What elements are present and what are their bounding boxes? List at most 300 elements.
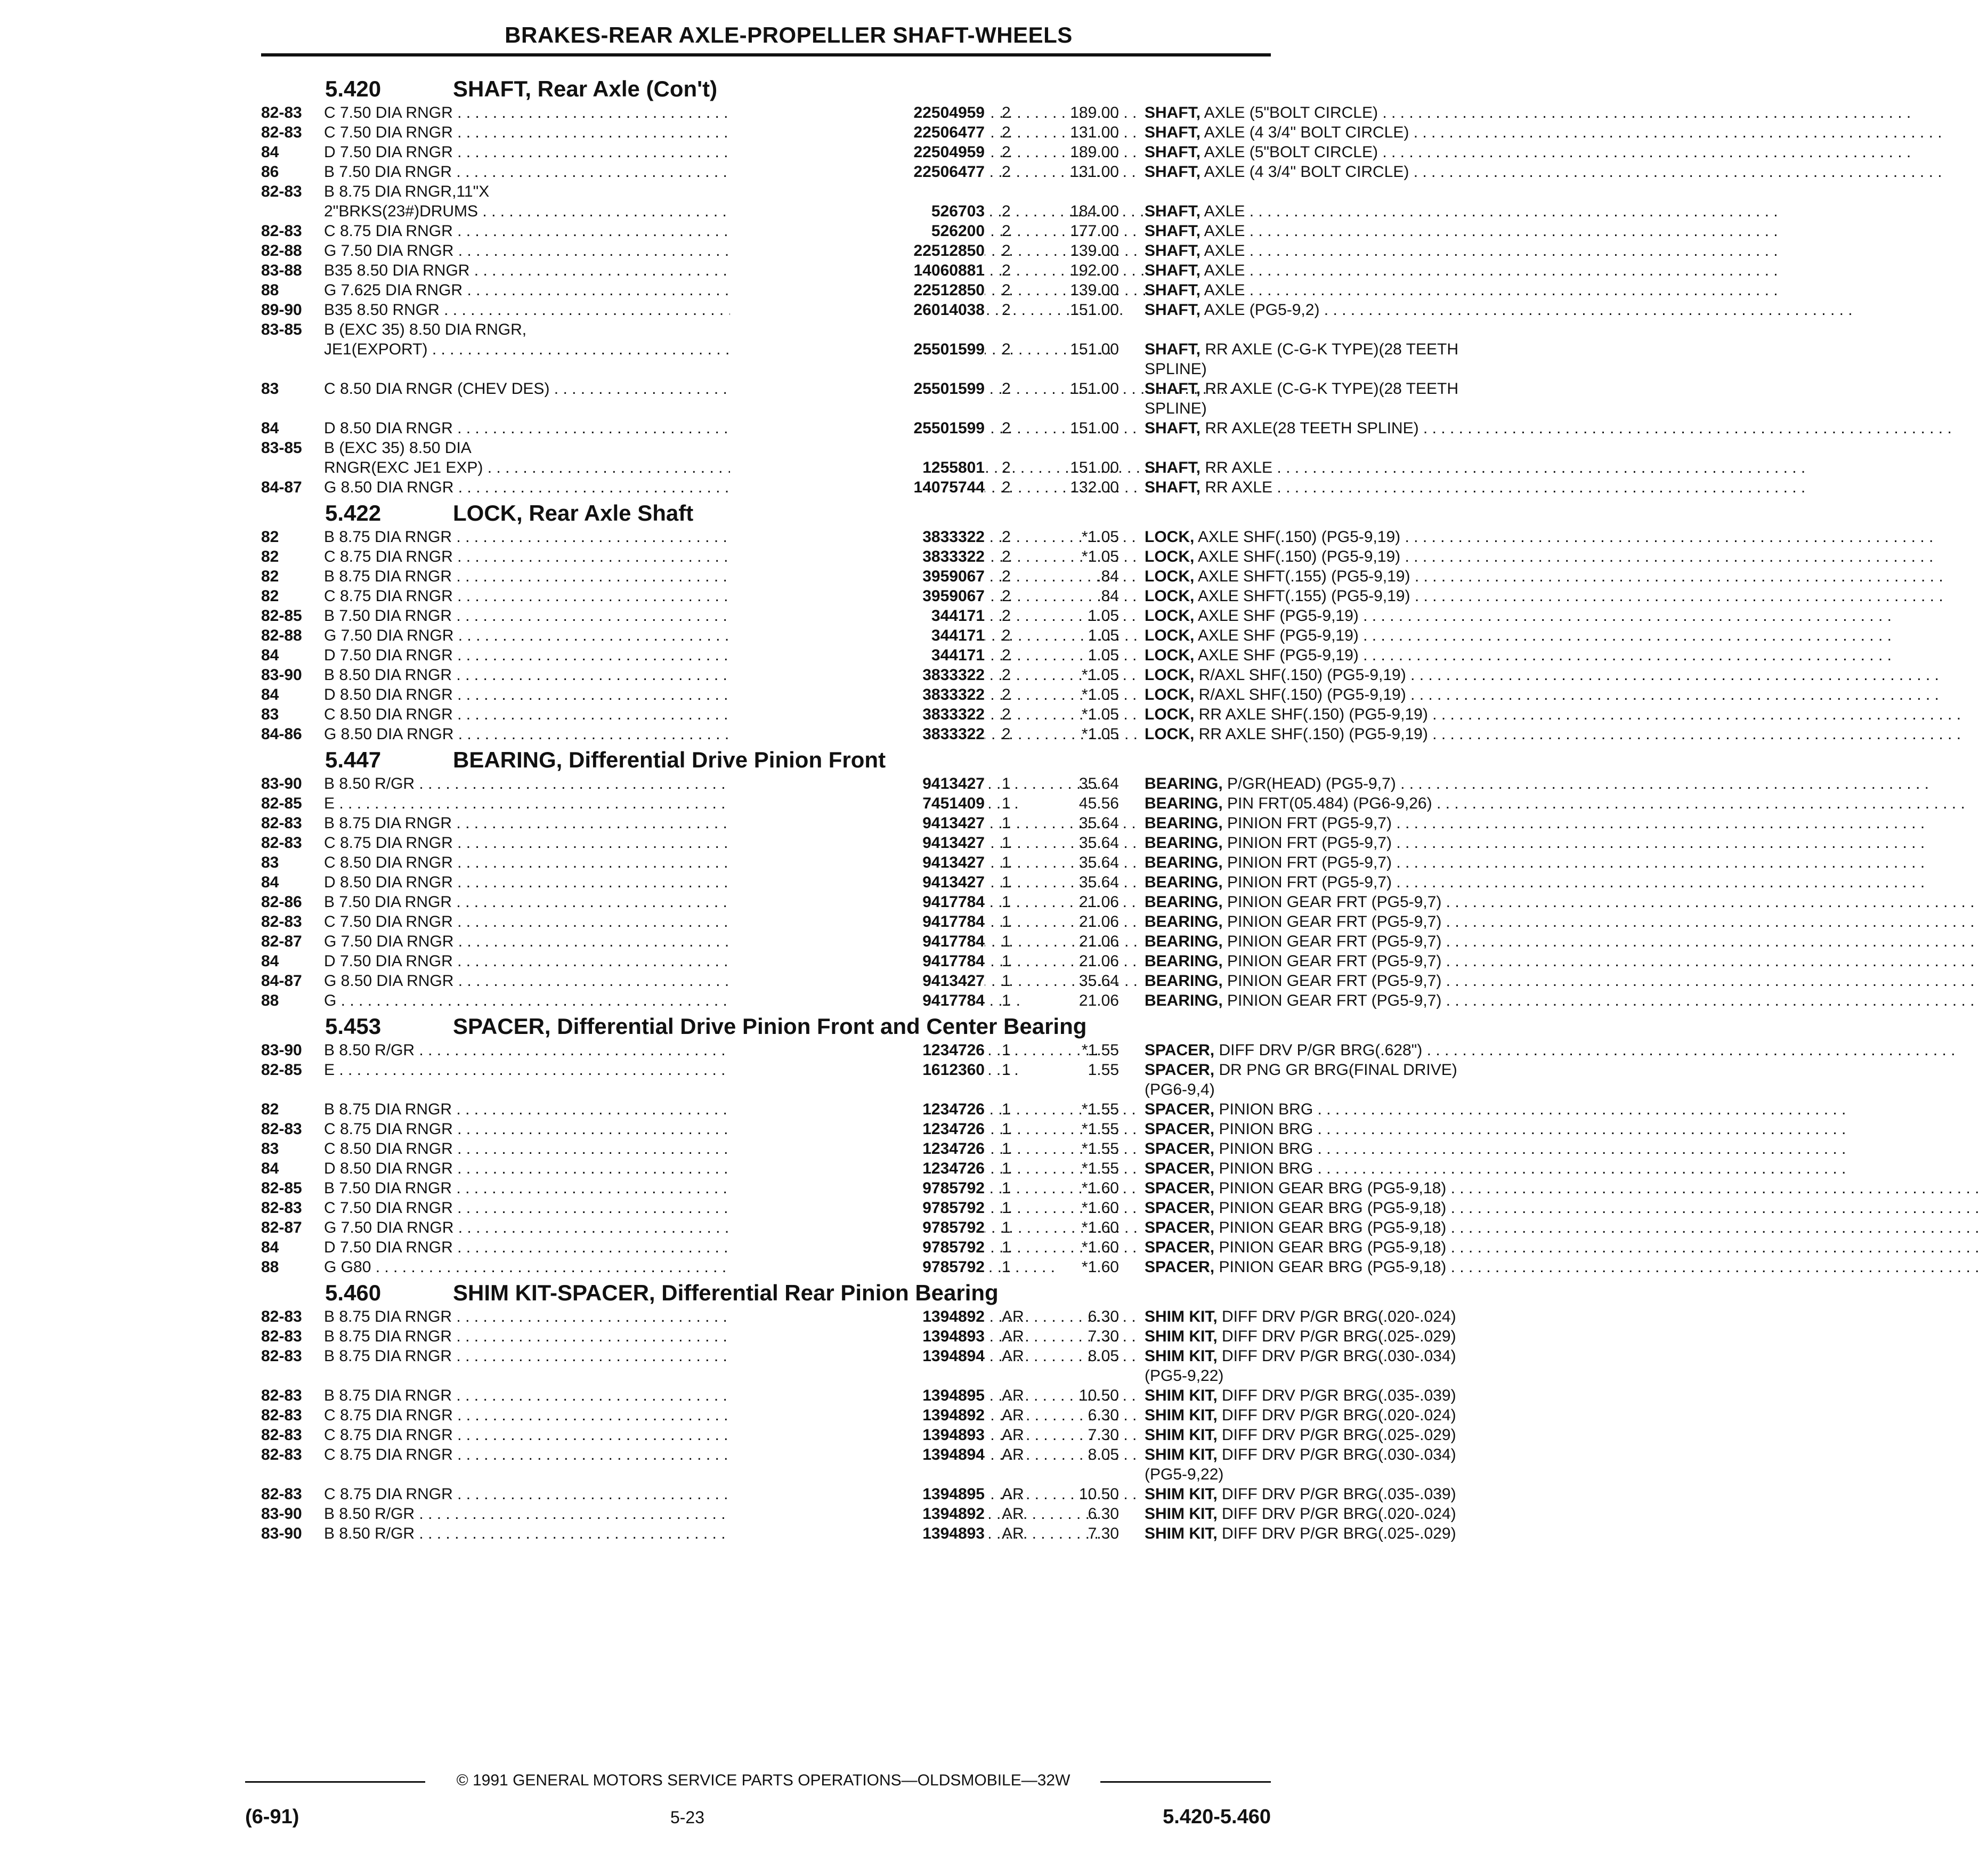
- model-year: 83-90: [261, 1041, 302, 1059]
- application-desc: G 8.50 DIA RNGR . . .: [324, 724, 825, 744]
- model-year: 84: [261, 686, 279, 704]
- part-name: [1145, 1139, 1523, 1159]
- application-desc: C 8.50 DIA RNGR (CHEV DES) . . .: [324, 379, 825, 399]
- model-year: 82-83: [261, 1328, 302, 1345]
- part-name-detail: PINION GEAR FRT (PG5-9,7): [1222, 992, 1442, 1009]
- quantity: AR: [1002, 1426, 1024, 1444]
- model-year: 82-85: [261, 1061, 302, 1079]
- price: 6.30: [1088, 1406, 1119, 1424]
- part-number: 3833322: [730, 724, 985, 744]
- application-desc: C 8.75 DIA RNGR . . .: [324, 1425, 825, 1445]
- part-name-keyword: SHAFT,: [1145, 459, 1201, 476]
- model-year: 82-87: [261, 933, 302, 950]
- price: 7.30: [1088, 1525, 1119, 1542]
- table-row: [261, 665, 1406, 685]
- part-name-detail: AXLE (5"BOLT CIRCLE): [1201, 104, 1378, 122]
- part-name-keyword: BEARING,: [1145, 913, 1223, 931]
- table-row: [261, 991, 1442, 1010]
- part-name-detail: PINION GEAR BRG (PG5-9,18): [1214, 1199, 1447, 1217]
- page-title: BRAKES-REAR AXLE-PROPELLER SHAFT-WHEELS: [505, 22, 1073, 47]
- part-name-detail: PINION BRG: [1214, 1120, 1313, 1138]
- model-year: 83: [261, 706, 279, 723]
- part-name-keyword: BEARING,: [1145, 834, 1223, 852]
- part-name-keyword: SHIM KIT,: [1145, 1328, 1218, 1345]
- part-number: 1234726: [730, 1119, 985, 1139]
- quantity: 1: [1002, 1219, 1011, 1236]
- table-row: [261, 547, 1401, 567]
- price: 35.64: [1078, 972, 1119, 990]
- model-year: 82-85: [261, 795, 302, 812]
- part-name-detail: R/AXL SHF(.150) (PG5-9,19): [1194, 666, 1406, 684]
- application-desc: B35 8.50 DIA RNGR . . .: [324, 261, 825, 280]
- part-number: 22504959: [730, 142, 985, 162]
- quantity: 1: [1002, 1258, 1011, 1276]
- part-name-detail: PIN FRT(05.484) (PG6-9,26): [1222, 795, 1432, 812]
- part-number: 9417784: [730, 892, 985, 912]
- part-name-detail: (PG5-9,22): [1145, 1466, 1224, 1483]
- price: *1.55: [1081, 1120, 1119, 1138]
- part-name-keyword: SHIM KIT,: [1145, 1505, 1218, 1523]
- section-number: 5.453: [325, 1014, 382, 1039]
- table-row: [261, 438, 1274, 458]
- price: 139.00: [1070, 281, 1119, 299]
- price: *1.05: [1081, 686, 1119, 704]
- application-desc: E . . .: [324, 794, 825, 813]
- table-row: [261, 527, 1401, 547]
- part-name: [1145, 221, 1523, 241]
- part-name: [1145, 123, 1523, 142]
- application-desc: B 7.50 DIA RNGR . . .: [324, 892, 825, 912]
- quantity: 1: [1002, 1199, 1011, 1217]
- application-desc: B 7.50 DIA RNGR . . .: [324, 606, 825, 626]
- table-row: [261, 1346, 1456, 1366]
- application-desc: G 7.625 DIA RNGR . . .: [324, 280, 825, 300]
- part-name: [1145, 1307, 1523, 1327]
- price: *1.05: [1081, 548, 1119, 565]
- part-name: [1145, 359, 1523, 379]
- application-desc: C 8.75 DIA RNGR . . .: [324, 1445, 825, 1465]
- table-row: [261, 626, 1359, 645]
- part-name-keyword: SHAFT,: [1145, 222, 1201, 240]
- part-name-detail: AXLE (4 3/4" BOLT CIRCLE): [1201, 163, 1409, 181]
- price: 45.56: [1078, 795, 1119, 812]
- price: 7.30: [1088, 1426, 1119, 1444]
- application-desc: B 7.50 DIA RNGR . . .: [324, 162, 825, 182]
- part-name: [1145, 1119, 1523, 1139]
- part-number: 1394893: [730, 1524, 985, 1543]
- model-year: 82-83: [261, 1387, 302, 1404]
- quantity: 1: [1002, 834, 1011, 852]
- model-year: 83-85: [261, 321, 302, 338]
- part-number: 7451409: [730, 794, 985, 813]
- section-title: SHIM KIT-SPACER, Differential Rear Pinion Bearing: [453, 1280, 999, 1305]
- part-name-detail: PINION BRG: [1214, 1101, 1313, 1118]
- quantity: 2: [1002, 479, 1011, 496]
- table-row: [261, 705, 1428, 724]
- part-name-detail: RR AXLE SHF(.150) (PG5-9,19): [1194, 725, 1428, 743]
- part-name-detail: AXLE SHFT(.155) (PG5-9,19): [1194, 587, 1410, 605]
- quantity: AR: [1002, 1525, 1024, 1542]
- part-number: 1234726: [730, 1139, 985, 1159]
- part-name: [1145, 1465, 1523, 1484]
- quantity: 2: [1002, 706, 1011, 723]
- part-name: [1145, 912, 1523, 932]
- part-number: 26014038: [730, 300, 985, 320]
- part-name-detail: PINION FRT (PG5-9,7): [1222, 834, 1392, 852]
- quantity: 2: [1002, 262, 1011, 279]
- table-row: [261, 359, 1274, 379]
- table-row: [261, 1465, 1274, 1484]
- price: 132.00: [1070, 479, 1119, 496]
- part-name: [1145, 1484, 1523, 1504]
- quantity: AR: [1002, 1308, 1024, 1325]
- model-year: 83: [261, 1140, 279, 1158]
- model-year: 84-87: [261, 479, 302, 496]
- price: *1.55: [1081, 1101, 1119, 1118]
- part-number: 22504959: [730, 103, 985, 123]
- quantity: AR: [1002, 1485, 1024, 1503]
- model-year: 88: [261, 281, 279, 299]
- quantity: 2: [1002, 242, 1011, 260]
- quantity: 2: [1002, 646, 1011, 664]
- part-name-keyword: SPACER,: [1145, 1199, 1215, 1217]
- part-number: 9413427: [730, 774, 985, 794]
- model-year: 84-86: [261, 725, 302, 743]
- application-desc: 2"BRKS(23#)DRUMS . . .: [324, 201, 825, 221]
- quantity: 1: [1002, 874, 1011, 891]
- footer-rule-right: [1100, 1781, 1271, 1783]
- quantity: AR: [1002, 1446, 1024, 1463]
- price: 6.30: [1088, 1308, 1119, 1325]
- part-number: 22512850: [730, 280, 985, 300]
- part-number: 25501599: [730, 339, 985, 359]
- part-name-keyword: SPACER,: [1145, 1140, 1215, 1158]
- price: *1.05: [1081, 528, 1119, 546]
- part-number: 14075744: [730, 478, 985, 497]
- part-number: 1234726: [730, 1040, 985, 1060]
- table-row: [261, 1307, 1456, 1327]
- part-number: 9413427: [730, 853, 985, 872]
- section-title: SPACER, Differential Drive Pinion Front and Center Bearing: [453, 1014, 1087, 1039]
- part-number: 9413427: [730, 833, 985, 853]
- model-year: 84: [261, 646, 279, 664]
- application-desc: B 8.75 DIA RNGR . . .: [324, 1327, 825, 1346]
- part-name-detail: PINION GEAR BRG (PG5-9,18): [1214, 1219, 1447, 1236]
- part-name-detail: PINION BRG: [1214, 1140, 1313, 1158]
- part-name-detail: PINION FRT (PG5-9,7): [1222, 874, 1392, 891]
- quantity: 2: [1002, 459, 1011, 476]
- price: 1.05: [1088, 646, 1119, 664]
- model-year: 82-83: [261, 913, 302, 931]
- table-row: [261, 1060, 1457, 1080]
- part-name: [1145, 1159, 1523, 1178]
- price: 192.00: [1070, 262, 1119, 279]
- section-title: SHAFT, Rear Axle (Con't): [453, 76, 718, 101]
- table-row: [261, 1218, 1447, 1238]
- application-desc: G 7.50 DIA RNGR . . .: [324, 241, 825, 261]
- price: 10.50: [1078, 1387, 1119, 1404]
- price: *1.60: [1081, 1258, 1119, 1276]
- quantity: 1: [1002, 1140, 1011, 1158]
- table-row: [261, 794, 1432, 813]
- part-number: 9785792: [730, 1218, 985, 1238]
- part-name-detail: SPLINE): [1145, 400, 1207, 417]
- part-number: 3959067: [730, 567, 985, 586]
- quantity: 1: [1002, 1120, 1011, 1138]
- application-desc: G G80 . . .: [324, 1257, 825, 1277]
- table-row: [261, 1178, 1447, 1198]
- part-name: [1145, 1504, 1523, 1524]
- part-name-keyword: SHAFT,: [1145, 479, 1201, 496]
- price: 21.06: [1078, 952, 1119, 970]
- table-row: [261, 103, 1378, 123]
- part-name-detail: RR AXLE(28 TEETH SPLINE): [1201, 419, 1419, 437]
- part-name-keyword: BEARING,: [1145, 854, 1223, 871]
- quantity: 1: [1002, 1061, 1011, 1079]
- part-name-keyword: LOCK,: [1145, 587, 1195, 605]
- table-row: [261, 142, 1378, 162]
- model-year: 82-83: [261, 1308, 302, 1325]
- application-desc: B 8.75 DIA RNGR . . .: [324, 1307, 825, 1327]
- table-row: [261, 241, 1274, 261]
- part-name: [1145, 1099, 1523, 1119]
- application-desc: D 7.50 DIA RNGR . . .: [324, 142, 825, 162]
- model-year: 82: [261, 1101, 279, 1118]
- part-name-detail: DR PNG GR BRG(FINAL DRIVE): [1214, 1061, 1457, 1079]
- part-name-keyword: SHAFT,: [1145, 143, 1201, 161]
- part-name: [1145, 685, 1523, 705]
- model-year: 82-83: [261, 814, 302, 832]
- price: 151.00: [1070, 419, 1119, 437]
- quantity: 2: [1002, 528, 1011, 546]
- quantity: 2: [1002, 222, 1011, 240]
- price: 7.30: [1088, 1328, 1119, 1345]
- application-desc: G 8.50 DIA RNGR . . .: [324, 478, 825, 497]
- part-name-keyword: BEARING,: [1145, 952, 1223, 970]
- section-title: BEARING, Differential Drive Pinion Front: [453, 747, 886, 772]
- table-row: [261, 1405, 1456, 1425]
- price: 151.00: [1070, 459, 1119, 476]
- table-row: [261, 123, 1409, 142]
- table-row: [261, 724, 1428, 744]
- price: 10.50: [1078, 1485, 1119, 1503]
- part-name-detail: AXLE: [1201, 242, 1245, 260]
- quantity: 2: [1002, 143, 1011, 161]
- table-row: [261, 1238, 1447, 1257]
- part-name: [1145, 418, 1523, 438]
- table-row: [261, 1425, 1456, 1445]
- part-name-keyword: BEARING,: [1145, 814, 1223, 832]
- part-name-detail: AXLE: [1201, 262, 1245, 279]
- quantity: 2: [1002, 587, 1011, 605]
- part-name-keyword: SHIM KIT,: [1145, 1426, 1218, 1444]
- part-name-keyword: BEARING,: [1145, 893, 1223, 911]
- part-number: 1234726: [730, 1099, 985, 1119]
- part-name-keyword: BEARING,: [1145, 972, 1223, 990]
- part-name-keyword: SHAFT,: [1145, 262, 1201, 279]
- part-name-detail: RR AXLE (C-G-K TYPE)(28 TEETH: [1201, 341, 1458, 358]
- part-name: [1145, 1386, 1523, 1405]
- quantity: 1: [1002, 933, 1011, 950]
- model-year: 84: [261, 952, 279, 970]
- model-year: 83-90: [261, 1525, 302, 1542]
- part-number: 9417784: [730, 932, 985, 951]
- part-number: 3833322: [730, 705, 985, 724]
- part-name: [1145, 379, 1523, 399]
- part-name: [1145, 872, 1523, 892]
- part-name-detail: RR AXLE: [1201, 479, 1273, 496]
- price: 189.00: [1070, 143, 1119, 161]
- part-name: [1145, 665, 1523, 685]
- part-name-keyword: SHAFT,: [1145, 104, 1201, 122]
- part-name-detail: PINION GEAR BRG (PG5-9,18): [1214, 1179, 1447, 1197]
- table-row: [261, 872, 1392, 892]
- section-header: [261, 1277, 1274, 1307]
- model-year: 82-85: [261, 1179, 302, 1197]
- part-number: 1234726: [730, 1159, 985, 1178]
- part-name-keyword: LOCK,: [1145, 706, 1195, 723]
- table-row: [261, 1159, 1313, 1178]
- part-number: 9785792: [730, 1238, 985, 1257]
- price: 8.05: [1088, 1446, 1119, 1463]
- part-name-detail: DIFF DRV P/GR BRG(.025-.029): [1217, 1525, 1456, 1542]
- table-row: [261, 586, 1410, 606]
- part-number: 344171: [730, 606, 985, 626]
- part-number: 1394892: [730, 1405, 985, 1425]
- price: 35.64: [1078, 834, 1119, 852]
- application-desc: D 8.50 DIA RNGR . . .: [324, 685, 825, 705]
- part-name-detail: AXLE (4 3/4" BOLT CIRCLE): [1201, 124, 1409, 141]
- part-number: 526200: [730, 221, 985, 241]
- quantity: 2: [1002, 686, 1011, 704]
- table-row: [261, 892, 1442, 912]
- application-desc: C 8.75 DIA RNGR . . .: [324, 547, 825, 567]
- part-name-detail: R/AXL SHF(.150) (PG5-9,19): [1194, 686, 1406, 704]
- table-row: [261, 1139, 1313, 1159]
- model-year: 84: [261, 143, 279, 161]
- price: 139.00: [1070, 242, 1119, 260]
- price: 189.00: [1070, 104, 1119, 122]
- quantity: 2: [1002, 104, 1011, 122]
- model-year: 84-87: [261, 972, 302, 990]
- part-number: 25501599: [730, 418, 985, 438]
- part-name-detail: AXLE (PG5-9,2): [1201, 301, 1320, 319]
- part-number: 9413427: [730, 872, 985, 892]
- price: 35.64: [1078, 874, 1119, 891]
- table-row: [261, 1198, 1447, 1218]
- table-row: [261, 774, 1396, 794]
- table-row: [261, 951, 1442, 971]
- part-name: [1145, 1198, 1523, 1218]
- part-name: [1145, 1178, 1523, 1198]
- part-name: [1145, 1425, 1523, 1445]
- part-name: [1145, 1524, 1523, 1543]
- part-name-detail: AXLE SHF (PG5-9,19): [1194, 607, 1359, 625]
- price: 151.00: [1070, 301, 1119, 319]
- quantity: 1: [1002, 1179, 1011, 1197]
- quantity: 2: [1002, 281, 1011, 299]
- model-year: 83-85: [261, 439, 302, 457]
- table-row: [261, 1366, 1274, 1386]
- model-year: 82: [261, 587, 279, 605]
- part-number: 9413427: [730, 971, 985, 991]
- model-year: 84: [261, 1239, 279, 1256]
- part-name-keyword: SPACER,: [1145, 1258, 1215, 1276]
- part-name-keyword: SPACER,: [1145, 1239, 1215, 1256]
- price: 21.06: [1078, 933, 1119, 950]
- price: 35.64: [1078, 775, 1119, 793]
- part-name-detail: AXLE SHF(.150) (PG5-9,19): [1194, 528, 1401, 546]
- model-year: 82-83: [261, 104, 302, 122]
- part-name: [1145, 547, 1523, 567]
- part-name-keyword: BEARING,: [1145, 795, 1223, 812]
- quantity: 1: [1002, 913, 1011, 931]
- price: 35.64: [1078, 854, 1119, 871]
- part-number: 22506477: [730, 162, 985, 182]
- model-year: 82-83: [261, 183, 302, 200]
- part-name: [1145, 991, 1523, 1010]
- part-name-detail: PINION BRG: [1214, 1160, 1313, 1177]
- part-name: [1145, 932, 1523, 951]
- table-row: [261, 261, 1274, 280]
- price: 6.30: [1088, 1505, 1119, 1523]
- table-row: [261, 1327, 1456, 1346]
- model-year: 82-87: [261, 1219, 302, 1236]
- footer-section-range: 5.420-5.460: [1163, 1806, 1271, 1828]
- section-header: [261, 497, 1274, 527]
- table-row: [261, 833, 1392, 853]
- part-name: [1145, 606, 1523, 626]
- model-year: 83-90: [261, 666, 302, 684]
- model-year: 82-85: [261, 607, 302, 625]
- model-year: 82: [261, 568, 279, 585]
- part-name-detail: DIFF DRV P/GR BRG(.025-.029): [1217, 1328, 1456, 1345]
- part-name-keyword: LOCK,: [1145, 627, 1195, 644]
- part-name: [1145, 626, 1523, 645]
- price: *1.60: [1081, 1179, 1119, 1197]
- price: 21.06: [1078, 992, 1119, 1009]
- price: 184.00: [1070, 203, 1119, 220]
- part-name: [1145, 1327, 1523, 1346]
- model-year: 88: [261, 992, 279, 1009]
- quantity: 1: [1002, 1239, 1011, 1256]
- quantity: AR: [1002, 1505, 1024, 1523]
- application-desc: RNGR(EXC JE1 EXP) . . .: [324, 458, 825, 478]
- part-name: [1145, 1405, 1523, 1425]
- part-name: [1145, 162, 1523, 182]
- price: *1.05: [1081, 666, 1119, 684]
- price: 21.06: [1078, 913, 1119, 931]
- section-number: 5.422: [325, 500, 382, 525]
- model-year: 82-83: [261, 1426, 302, 1444]
- part-number: 9417784: [730, 991, 985, 1010]
- application-desc: B 8.75 DIA RNGR . . .: [324, 527, 825, 547]
- model-year: 82-83: [261, 1120, 302, 1138]
- model-year: 82-83: [261, 1199, 302, 1217]
- application-desc: B 8.50 DIA RNGR . . .: [324, 665, 825, 685]
- part-name-keyword: BEARING,: [1145, 992, 1223, 1009]
- quantity: 1: [1002, 775, 1011, 793]
- part-name-detail: DIFF DRV P/GR BRG(.020-.024): [1217, 1406, 1456, 1424]
- part-number: 3833322: [730, 547, 985, 567]
- table-row: [261, 280, 1274, 300]
- part-name-detail: PINION FRT (PG5-9,7): [1222, 854, 1392, 871]
- part-name: [1145, 339, 1523, 359]
- part-number: 344171: [730, 626, 985, 645]
- section-title: LOCK, Rear Axle Shaft: [453, 500, 694, 525]
- part-name-keyword: BEARING,: [1145, 874, 1223, 891]
- table-row: [261, 853, 1392, 872]
